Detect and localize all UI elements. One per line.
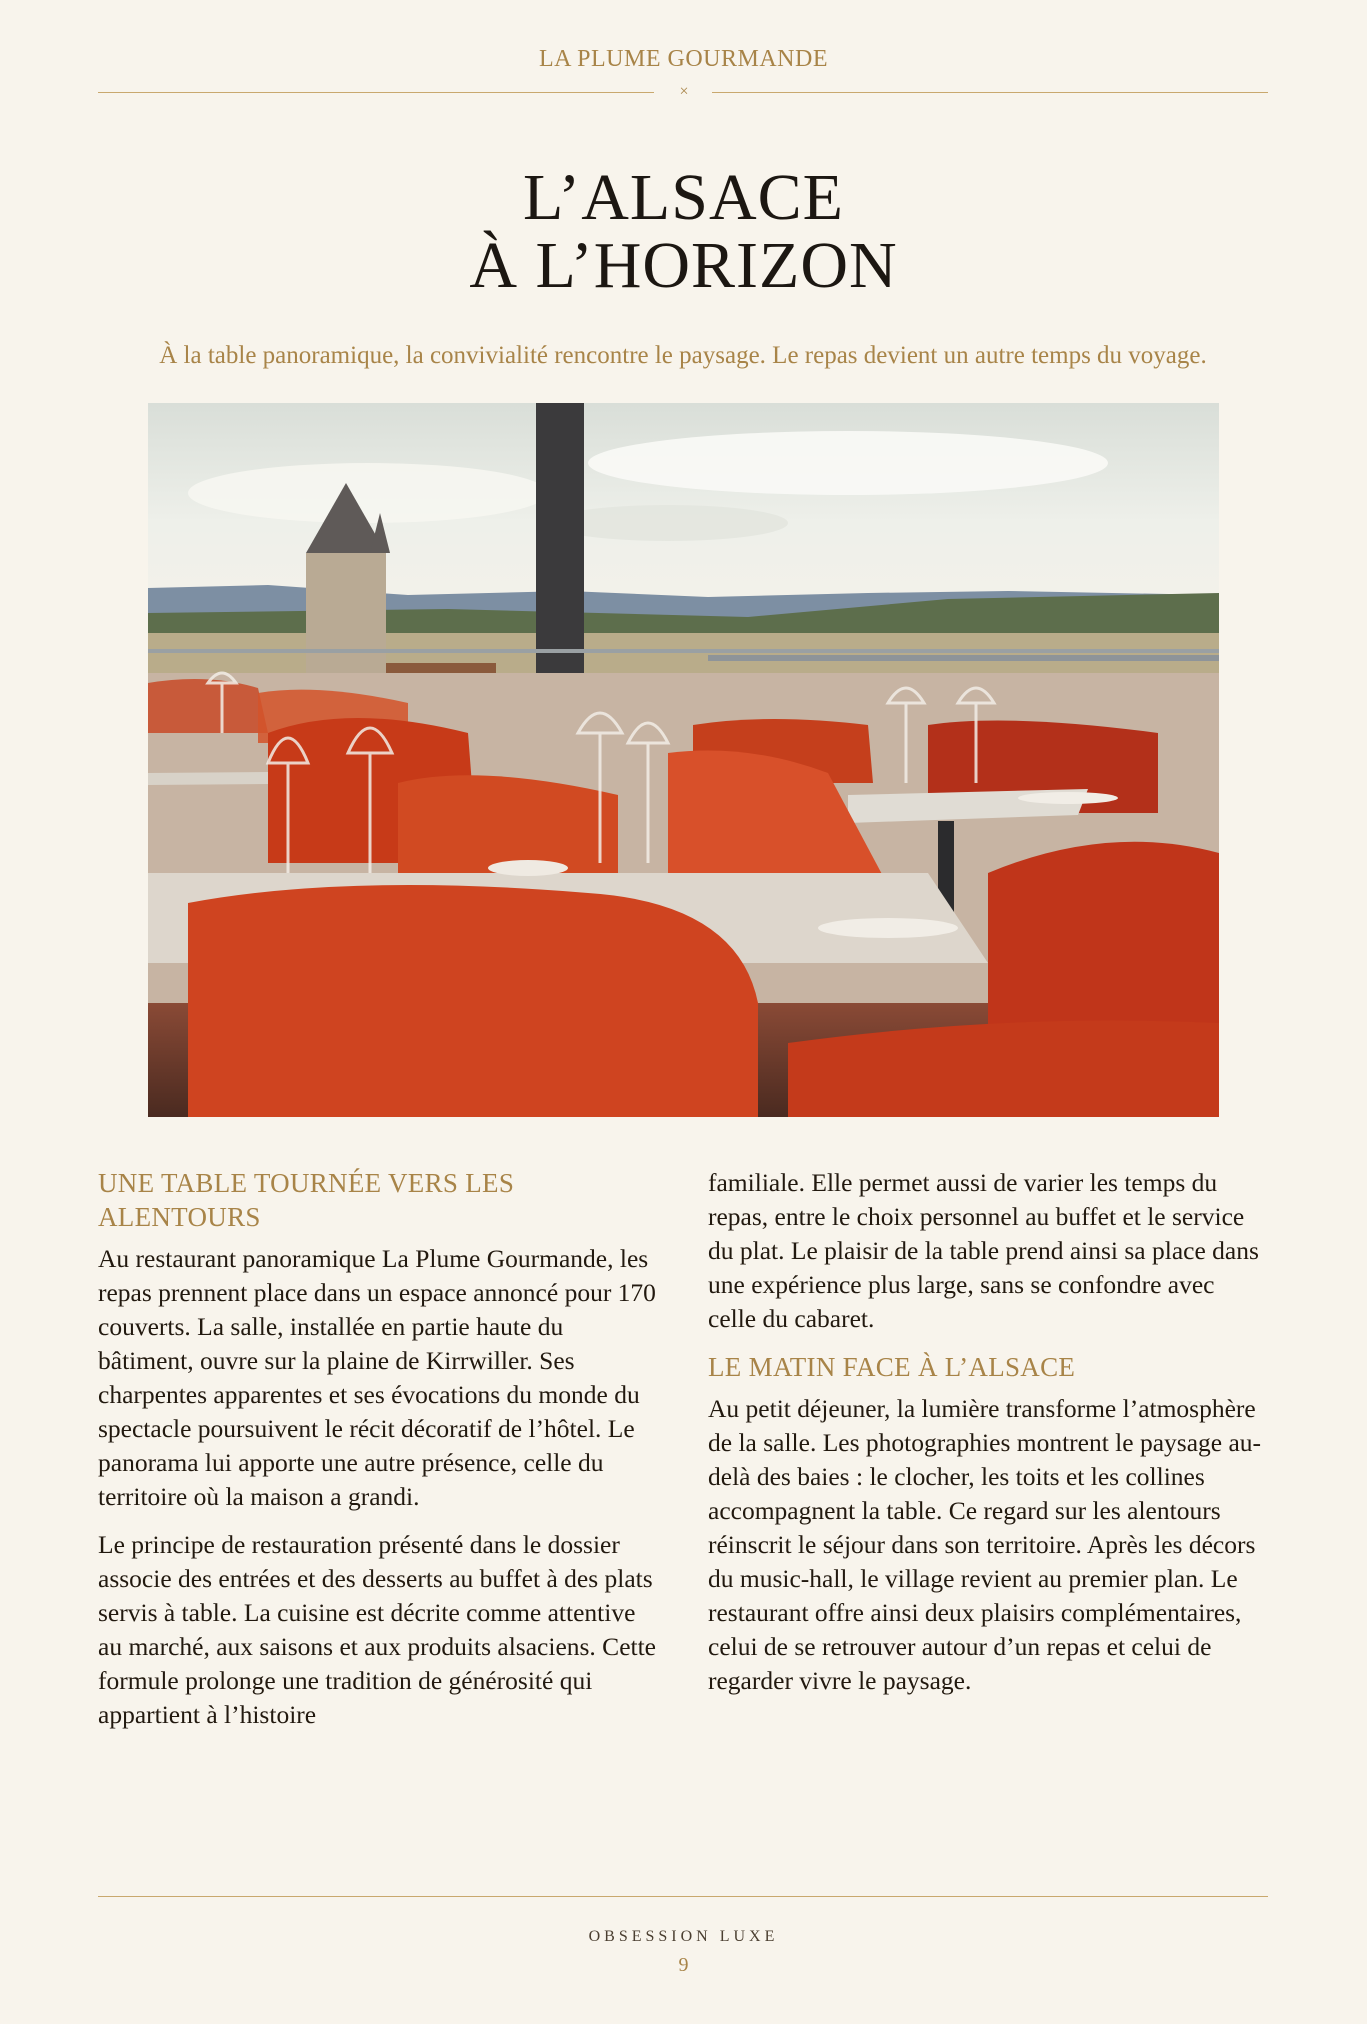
paragraph-formula: Le principe de restauration présenté dans le dossier associe des entrées et des desserts au buffet à des plats servis à table. La cuisine est décrite comme attentive au marché, aux saisons et aux produits alsaciens. Cette formule prolonge une tradition de générosité qui appartient à l’histoire xyxy=(98,1530,656,1729)
section-heading-table: UNE TABLE TOURNÉE VERS LES ALENTOURS xyxy=(98,1168,515,1232)
paragraph-restaurant: Au restaurant panoramique La Plume Gourmande, les repas prennent place dans un espace annoncé pour 170 couverts. La salle, installée en partie haute du bâtiment, ouvre sur la plaine de Kirrwiller. Ses charpentes apparentes et ses évocations du monde du spectacle poursuivent le récit décoratif de l’hôtel. Le panorama lui apporte une autre présence, celle du territoire où la maison a grandi. xyxy=(98,1244,656,1511)
title-line-2: À L’HORIZON xyxy=(469,229,898,302)
article-title xyxy=(0,161,1367,302)
cross-ornament-icon: × xyxy=(679,83,689,100)
article-subtitle: À la table panoramique, la convivialité rencontre le paysage. Le repas devient un autre temps du voyage. xyxy=(159,342,1207,369)
header-rule-right xyxy=(712,92,1268,93)
restaurant-panorama-photo xyxy=(148,403,1219,1117)
section-heading-morning: LE MATIN FACE À L’ALSACE xyxy=(708,1352,1076,1382)
article-column-right xyxy=(708,1166,1268,1712)
footer-brand: OBSESSION LUXE xyxy=(588,1928,779,1945)
paragraph-formula-continued: familiale. Elle permet aussi de varier les temps du repas, entre le choix personnel au buffet et le service du plat. Le plaisir de la table prend ainsi sa place dans une expérience plus large, sans se confondre avec celle du cabaret. xyxy=(708,1168,1259,1333)
title-line-1: L’ALSACE xyxy=(523,161,844,234)
page-number: 9 xyxy=(678,1954,689,1976)
article-column-left xyxy=(98,1166,658,1746)
paragraph-breakfast: Au petit déjeuner, la lumière transforme l’atmosphère de la salle. Les photographies montrent le paysage au-delà des baies : le clocher, les toits et les collines accompagnent la table. Ce regard sur les alentours réinscrit le séjour dans son territoire. Après les décors du music-hall, le village revient au premier plan. Le restaurant offre ainsi deux plaisirs complémentaires, celui de se retrouver autour d’un repas et celui de regarder vivre le paysage. xyxy=(708,1394,1262,1695)
header-rule-left xyxy=(98,92,654,93)
section-title: LA PLUME GOURMANDE xyxy=(538,46,828,72)
footer-rule xyxy=(98,1896,1268,1897)
